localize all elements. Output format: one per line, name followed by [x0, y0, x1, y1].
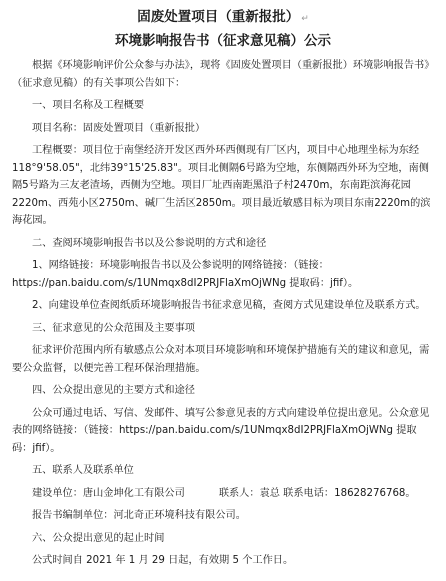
section4-body: 公众可通过电话、写信、发邮件、填写公参意见表的方式向建设单位提出意见。公众意见表的网络链接：（链接：https://pan.baidu.com/s/1UNmqx8dI2PRJFlaXmOjWNg 提取码：jfif）。 — [12, 407, 430, 454]
report-preparer: 报告书编制单位：河北奇正环境科技有限公司。 — [32, 510, 246, 521]
notice-title-line2: 环境影响报告书（征求意见稿）公示 — [115, 33, 331, 49]
intro-paragraph: 根据《环境影响评价公众参与办法》，现将《固废处置项目（重新报批）环境影响报告书》（征求意见稿）的有关事项公告如下： — [12, 60, 430, 89]
section3-body: 征求评价范围内所有敏感点公众对本项目环境影响和环境保护措施有关的建议和意见，需要公众监督，以便完善工程环保治理措施。 — [12, 345, 430, 374]
notice-title-line1 — [12, 6, 434, 30]
network-link-item: 1、网络链接：环境影响报告书以及公参说明的网络链接：（链接：https://pan.baidu.com/s/1UNmqx8dI2PRJFlaXmOjWNg 提取码：jfif）。 — [12, 260, 359, 289]
project-name: 项目名称：固废处置项目（重新报批） — [32, 122, 206, 134]
builder-unit: 建设单位：唐山金坤化工有限公司 — [32, 487, 185, 499]
contact-line — [12, 485, 434, 503]
section6-heading: 六、公众提出意见的起止时间 — [32, 532, 165, 544]
contact-person: 联系人：袁总 联系电话：18628276768。 — [218, 487, 416, 499]
paragraph-mark-icon: ↵ — [301, 14, 309, 24]
title-line1-text: 固废处置项目（重新报批） — [137, 9, 300, 25]
section4-heading: 四、公众提出意见的主要方式和途径 — [32, 385, 195, 396]
section5-heading: 五、联系人及联系单位 — [32, 465, 134, 476]
section1-heading: 一、项目名称及工程概要 — [32, 100, 145, 111]
section6-body: 公式时间自 2021 年 1 月 29 日起，有效期 5 个工作日。 — [32, 555, 294, 566]
section2-heading: 二、查阅环境影响报告书以及公参说明的方式和途径 — [32, 237, 267, 249]
project-overview: 工程概要：项目位于南堡经济开发区西外环西侧现有厂区内，项目中心地理坐标为东经118°9'58.05"，北纬39°15'25.83"。项目北侧隔6号路为空地，东侧隔西外环为空地，南侧隔5号路为三友老渣场，西侧为空地。项目厂址西南距黑沿子村2470m，东南距滨海花园2220m、西苑小区2750m、碱厂生活区2850m。项目最近敏感目标为项目东南2220m的滨海花园。 — [12, 145, 431, 226]
section3-heading: 三、征求意见的公众范围及主要事项 — [32, 322, 195, 334]
paper-copy-item: 2、向建设单位查阅纸质环境影响报告书征求意见稿，查阅方式见建设单位及联系方式。 — [32, 300, 426, 311]
